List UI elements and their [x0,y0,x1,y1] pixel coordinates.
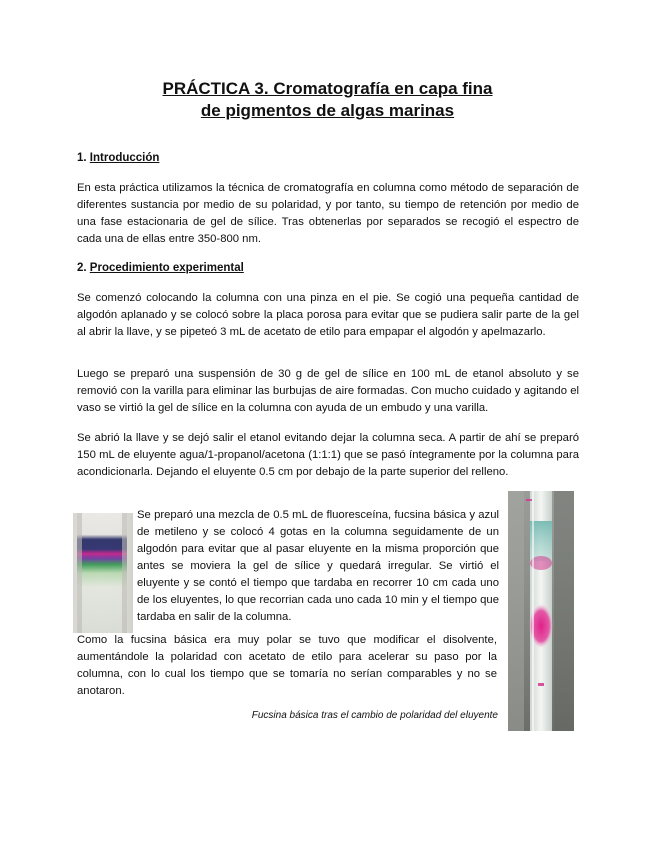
title-line-1: PRÁCTICA 3. Cromatografía en capa fina [162,79,493,98]
section-heading-procedimiento [77,262,244,274]
paragraph-procedure-5: Como la fucsina básica era muy polar se tuvo que modificar el disolvente, aumentándole la polaridad con acetato de etilo para acelerar su paso por la columna, con lo cual los tiempo que se tomaría no serían comparables y no se anotaron. [77,634,497,697]
paragraph-procedure-3: Se abrió la llave y se dejó salir el etanol evitando dejar la columna seca. A partir de ahí se preparó 150 mL de eluyente agua/1-propanol/acetona (1:1:1) que se pasó íntegramente por la columna para acondicionarla. Dejando el eluyente 0.5 cm por debajo de la parte superior del relleno. [77,432,579,478]
photo-caption: Fucsina básica tras el cambio de polaridad del eluyente [251,710,498,721]
document-title [0,78,655,122]
section-heading-introduccion [77,152,159,164]
paragraph-intro: En esta práctica utilizamos la técnica de cromatografía en columna como método de separación de diferentes sustancia por medio de su polaridad, y por tanto, su tiempo de retención por medio de una fase estacionaria de gel de sílice. Tras obtenerlas por separados se recogió el espectro de cada una de ellas entre 350-800 nm. [77,182,579,245]
paragraph-procedure-1: Se comenzó colocando la columna con una pinza en el pie. Se cogió una pequeña cantidad de algodón aplanado y se colocó sobre la placa porosa para evitar que se pudiera salir parte de la gel al abrir la llave, y se pipeteó 3 mL de acetato de etilo para empapar el algodón y apelmazarlo. [77,292,579,338]
column-fuchsine-photo [508,491,574,731]
section-title: Introducción [89,152,160,164]
section-number: 2. [77,262,87,274]
section-number: 1. [77,152,87,164]
title-line-2: de pigmentos de algas marinas [200,101,455,120]
paragraph-procedure-2: Luego se preparó una suspensión de 30 g de gel de sílice en 100 mL de etanol absoluto y se removió con la varilla para eliminar las burbujas de aire formadas. Con mucho cuidado y agitando el vaso se virtió la gel de sílice en la columna con ayuda de un embudo y una varilla. [77,368,579,414]
section-title: Procedimiento experimental [89,262,244,274]
column-bands-photo [73,513,133,633]
paragraph-procedure-4: Se preparó una mezcla de 0.5 mL de fluoresceína, fucsina básica y azul de metileno y se colocó 4 gotas en la columna seguidamente de un algodón para evitar que al pasar eluyente en la misma proporción que antes se moviera la gel de sílice y quedará irregular. Se virtió el eluyente y se contó el tiempo que tardaba en recorrer 10 cm cada uno de los eluyentes, lo que recorrian cada uno cada 10 min y el tiempo que tardaba en salir de la columna. [137,509,499,623]
